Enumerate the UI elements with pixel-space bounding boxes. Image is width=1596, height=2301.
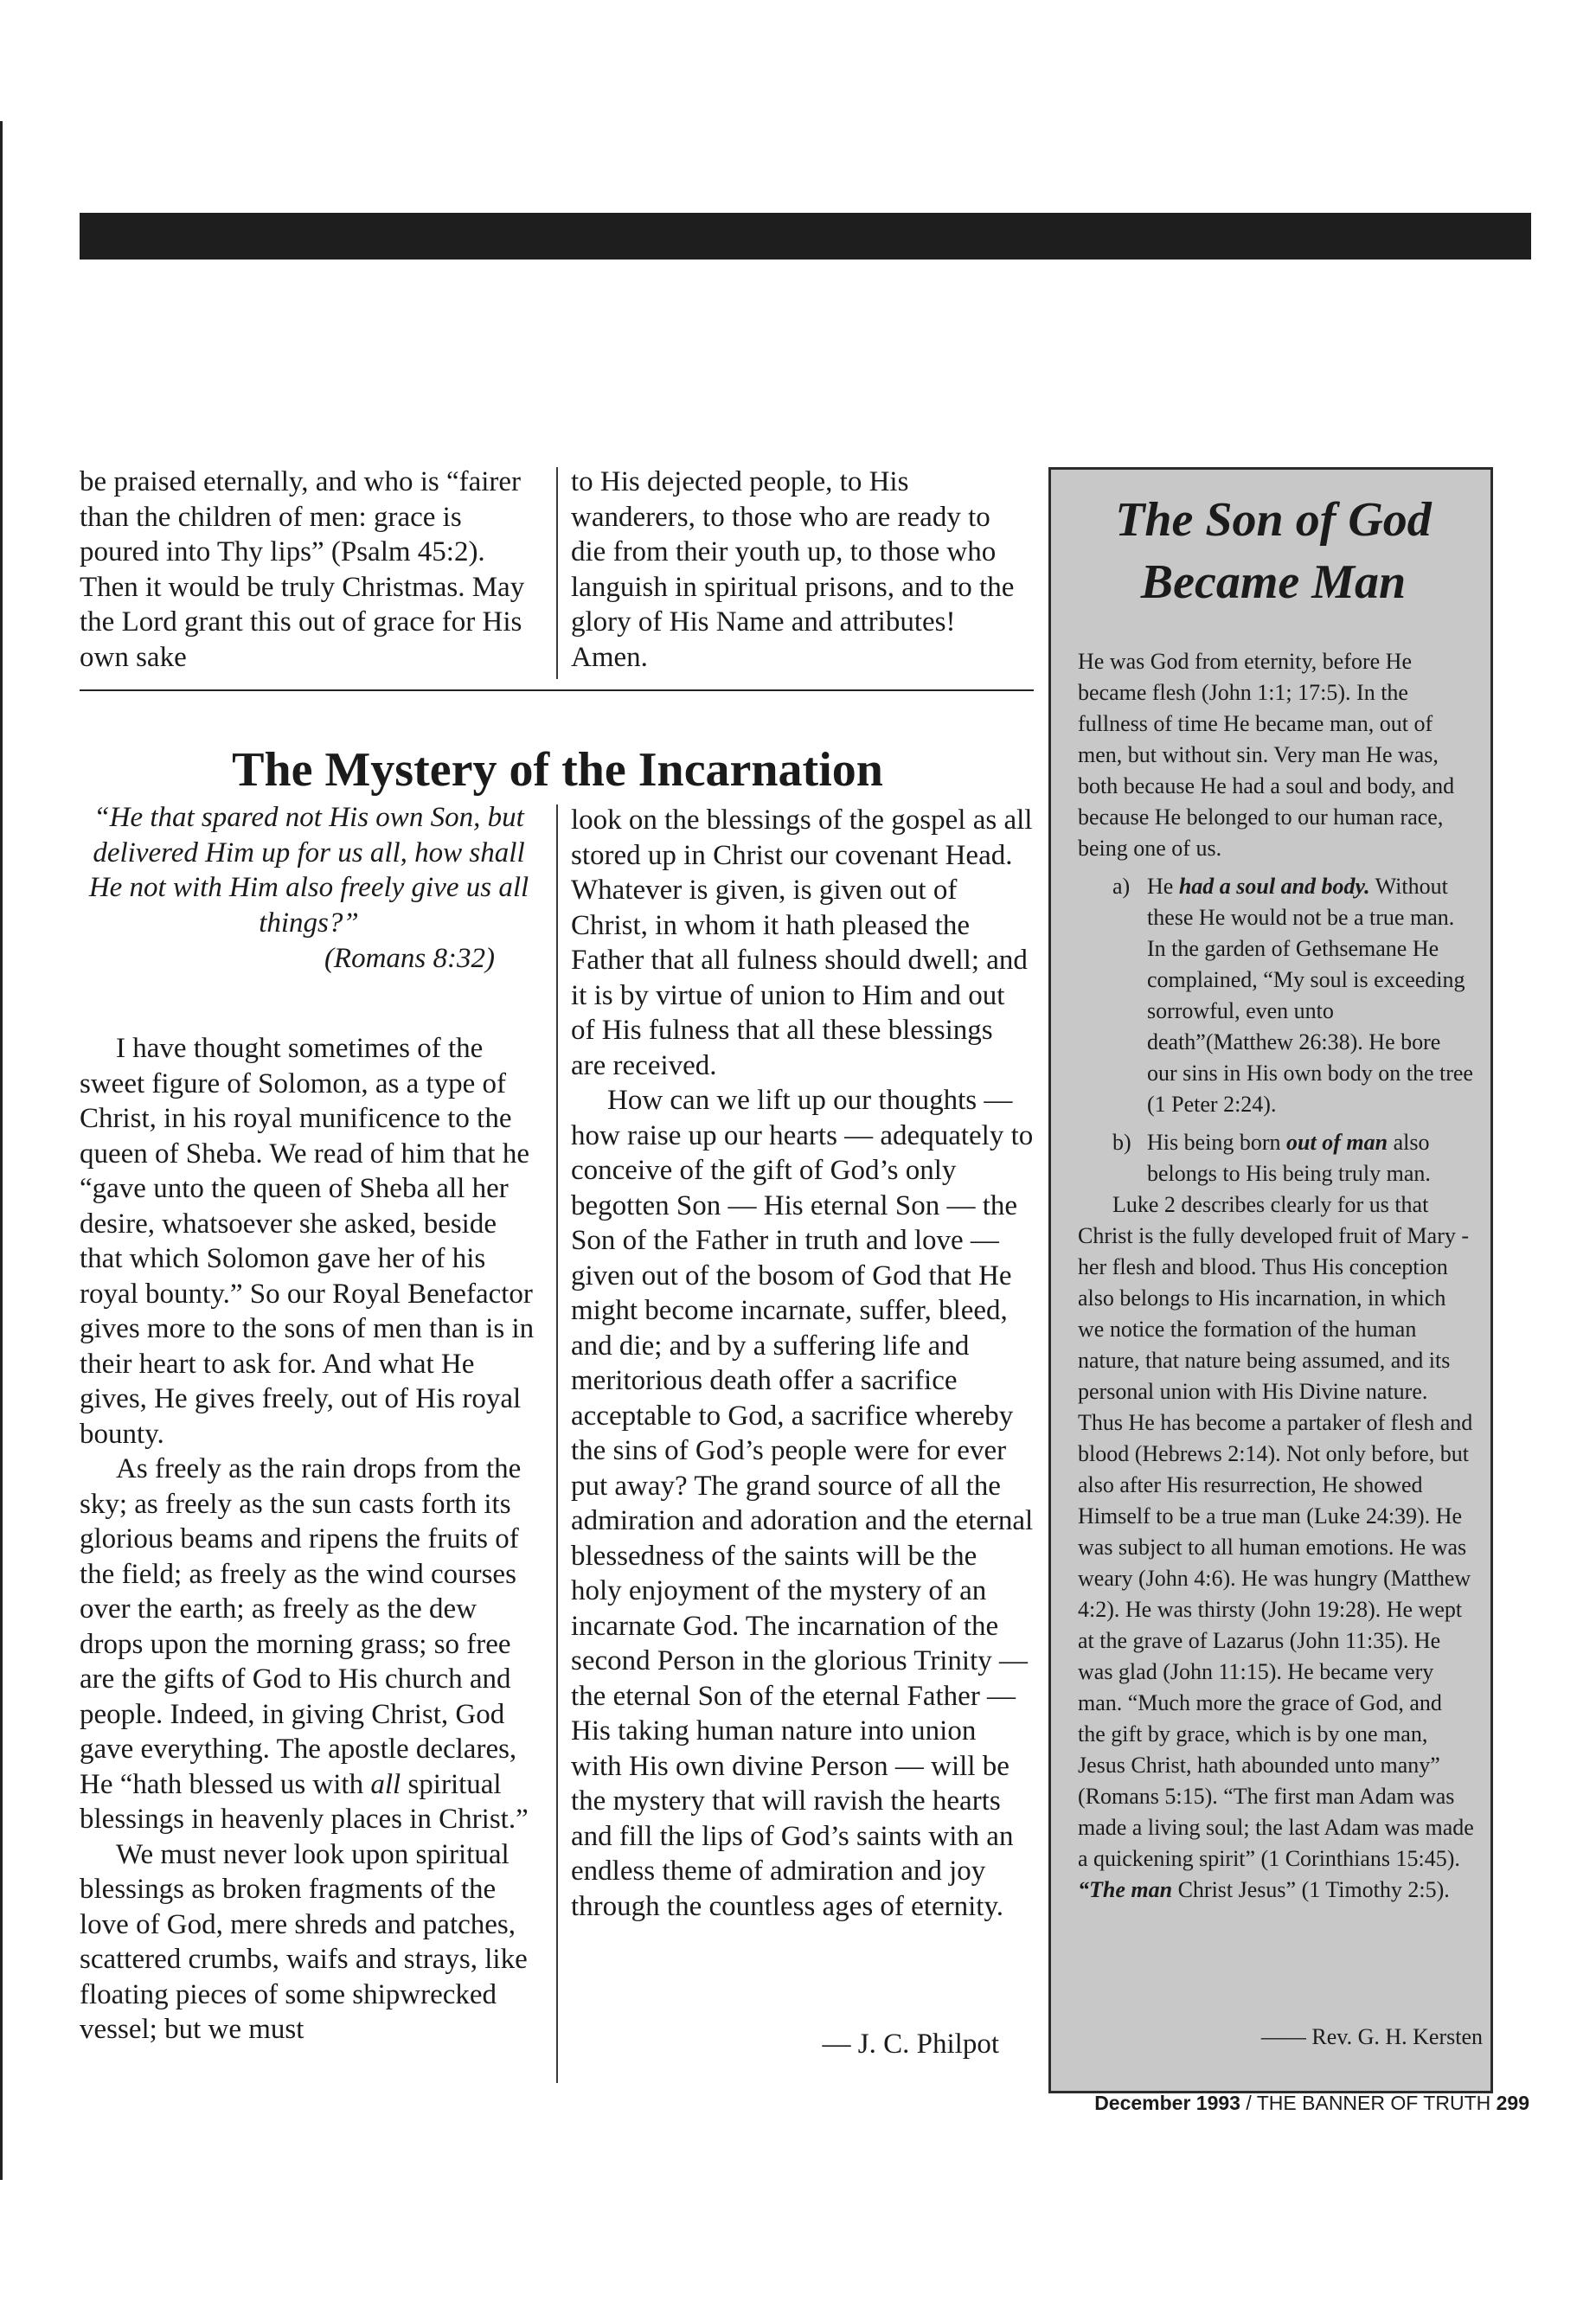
continued-paragraph-left: be praised eternally, and who is “fairer than the children of men: grace is poured into Thy lips” (Psalm 45:2). Then it would be truly Christmas. May the Lord grant this out of grace for His own sake <box>80 466 525 673</box>
article-column-left <box>80 1031 542 2048</box>
section-divider <box>80 689 1034 691</box>
article-paragraph: We must never look upon spiritual blessings as broken fragments of the love of God, mere shreds and patches, scattered crumbs, waifs and strays, like floating pieces of some shipwrecked vessel; but we must <box>80 1838 528 2045</box>
sidebar-attribution: —— Rev. G. H. Kersten <box>1260 2024 1483 2049</box>
emphasis-out-of-man: out of man <box>1286 1130 1388 1155</box>
footer-publication: THE BANNER OF TRUTH <box>1256 2092 1491 2114</box>
sidebar-paragraph: Luke 2 describes clearly for us that Christ is the fully developed fruit of Mary - her flesh and blood. Thus His conception also belongs to His incarnation, in which we notice the formation of the human nature, that nature being assumed, and its personal union with His Divine nature. Thus He has become a partaker of flesh and blood (Hebrews 2:14). Not only before, but also after His resurrection, He showed Himself to be a true man (Luke 24:39). He was subject to all human emotions. He was weary (John 4:6). He was hungry (Matthew 4:2). He was thirsty (John 19:28). He wept at the grave of Lazarus (John 11:35). He was glad (John 11:15). He became very man. “Much more the grace of God, and the gift by grace, which is by one man, Jesus Christ, hath abounded unto many” (Romans 5:15). “The first man Adam was made a living soul; the last Adam was made a quickening spirit” (1 Corinthians 15:45). “The man Christ Jesus” (1 Timothy 2:5). <box>1078 1192 1474 1902</box>
column-divider-top <box>556 467 558 679</box>
page-footer <box>1062 2092 1529 2115</box>
page-number: 299 <box>1496 2092 1529 2114</box>
article-title: The Mystery of the Incarnation <box>232 743 883 797</box>
sidebar-title: The Son of God Became Man <box>1115 493 1432 609</box>
footer-date: December 1993 <box>1094 2092 1240 2114</box>
emphasis-the-man: “The man <box>1078 1877 1173 1902</box>
article-paragraph: I have thought sometimes of the sweet figure of Solomon, as a type of Christ, in his royal munificence to the queen of Sheba. We read of him that he “gave unto the queen of Sheba all her desire, whatsoever she asked, beside that which Solomon gave her of his royal bounty.” So our Royal Benefactor gives more to the sons of men than is in their heart to ask for. And what He gives, He gives freely, out of His royal bounty. <box>80 1033 535 1450</box>
article-attribution: — J. C. Philpot <box>822 2029 999 2060</box>
page-edge-rule <box>0 121 3 2180</box>
article-paragraph: How can we lift up our thoughts — how raise up our hearts — adequately to conceive of the gift of God’s only begotten Son — His eternal Son — the Son of the Father in truth and love — given out of the bosom of God that He might become incarnate, suffer, bleed, and die; and by a suffering life and meritorious death offer a sacrifice acceptable to God, a sacrifice whereby the sins of God’s people were for ever put away? The grand source of all the admiration and adoration and the eternal blessedness of the saints will be the holy enjoyment of the mystery of an incarnate God. The incarnation of the second Person in the glorious Trinity — the eternal Son of the eternal Father — His taking human nature into union with His own divine Person — will be the mystery that will ravish the hearts and fill the lips of God’s saints with an endless theme of admiration and joy through the countless ages of eternity. <box>571 1085 1034 1922</box>
sidebar-body <box>1078 646 1474 1906</box>
sidebar-item-a: a) He had a soul and body. Without these He would not be a true man. In the garden of Gethsemane He complained, “My soul is exceeding sorrowful, even unto death”(Matthew 26:38). He bore our sins in His own body on the tree (1 Peter 2:24). <box>1112 874 1473 1117</box>
epigraph-verse: “He that spared not His own Son, but delivered Him up for us all, how shall He not with Him also freely give us all things?” <box>88 802 529 939</box>
sidebar-item-b: b) His being born out of man also belongs to His being truly man. <box>1112 1130 1431 1186</box>
epigraph-reference: (Romans 8:32) <box>324 943 495 974</box>
continued-paragraph-middle: to His dejected people, to His wanderers, to those who are ready to die from their youth up, to those who languish in spiritual prisons, and to the glory of His Name and attributes! Amen. <box>571 466 1015 673</box>
article-paragraph: As freely as the rain drops from the sky; as freely as the sun casts forth its glorious beams and ripens the fruits of the field; as freely as the wind courses over the earth; as freely as the dew drops upon the morning grass; so free are the gifts of God to His church and people. Indeed, in giving Christ, God gave everything. The apostle declares, He “hath blessed us with all spiritual blessings in heavenly places in Christ.” <box>80 1453 529 1835</box>
header-band <box>80 213 1531 260</box>
emphasis-soul-body: had a soul and body. <box>1178 874 1370 899</box>
sidebar-intro: He was God from eternity, before He became flesh (John 1:1; 17:5). In the fullness of time He became man, out of men, but without sin. Very man He was, both because He had a soul and body, and because He belonged to our human race, being one of us. <box>1078 649 1455 861</box>
footer-separator: / <box>1240 2092 1257 2114</box>
article-paragraph: look on the blessings of the gospel as all stored up in Christ our covenant Head. Whatever is given, is given out of Christ, in whom it hath pleased the Father that all fulness should dwell; and it is by virtue of union to Him and out of His fulness that all these blessings are received. <box>571 804 1033 1081</box>
continued-text-left <box>80 465 542 675</box>
continued-text-middle <box>571 465 1021 675</box>
article-column-right <box>571 803 1034 1924</box>
column-divider-article <box>556 804 558 2083</box>
emphasis-all: all <box>370 1768 401 1800</box>
